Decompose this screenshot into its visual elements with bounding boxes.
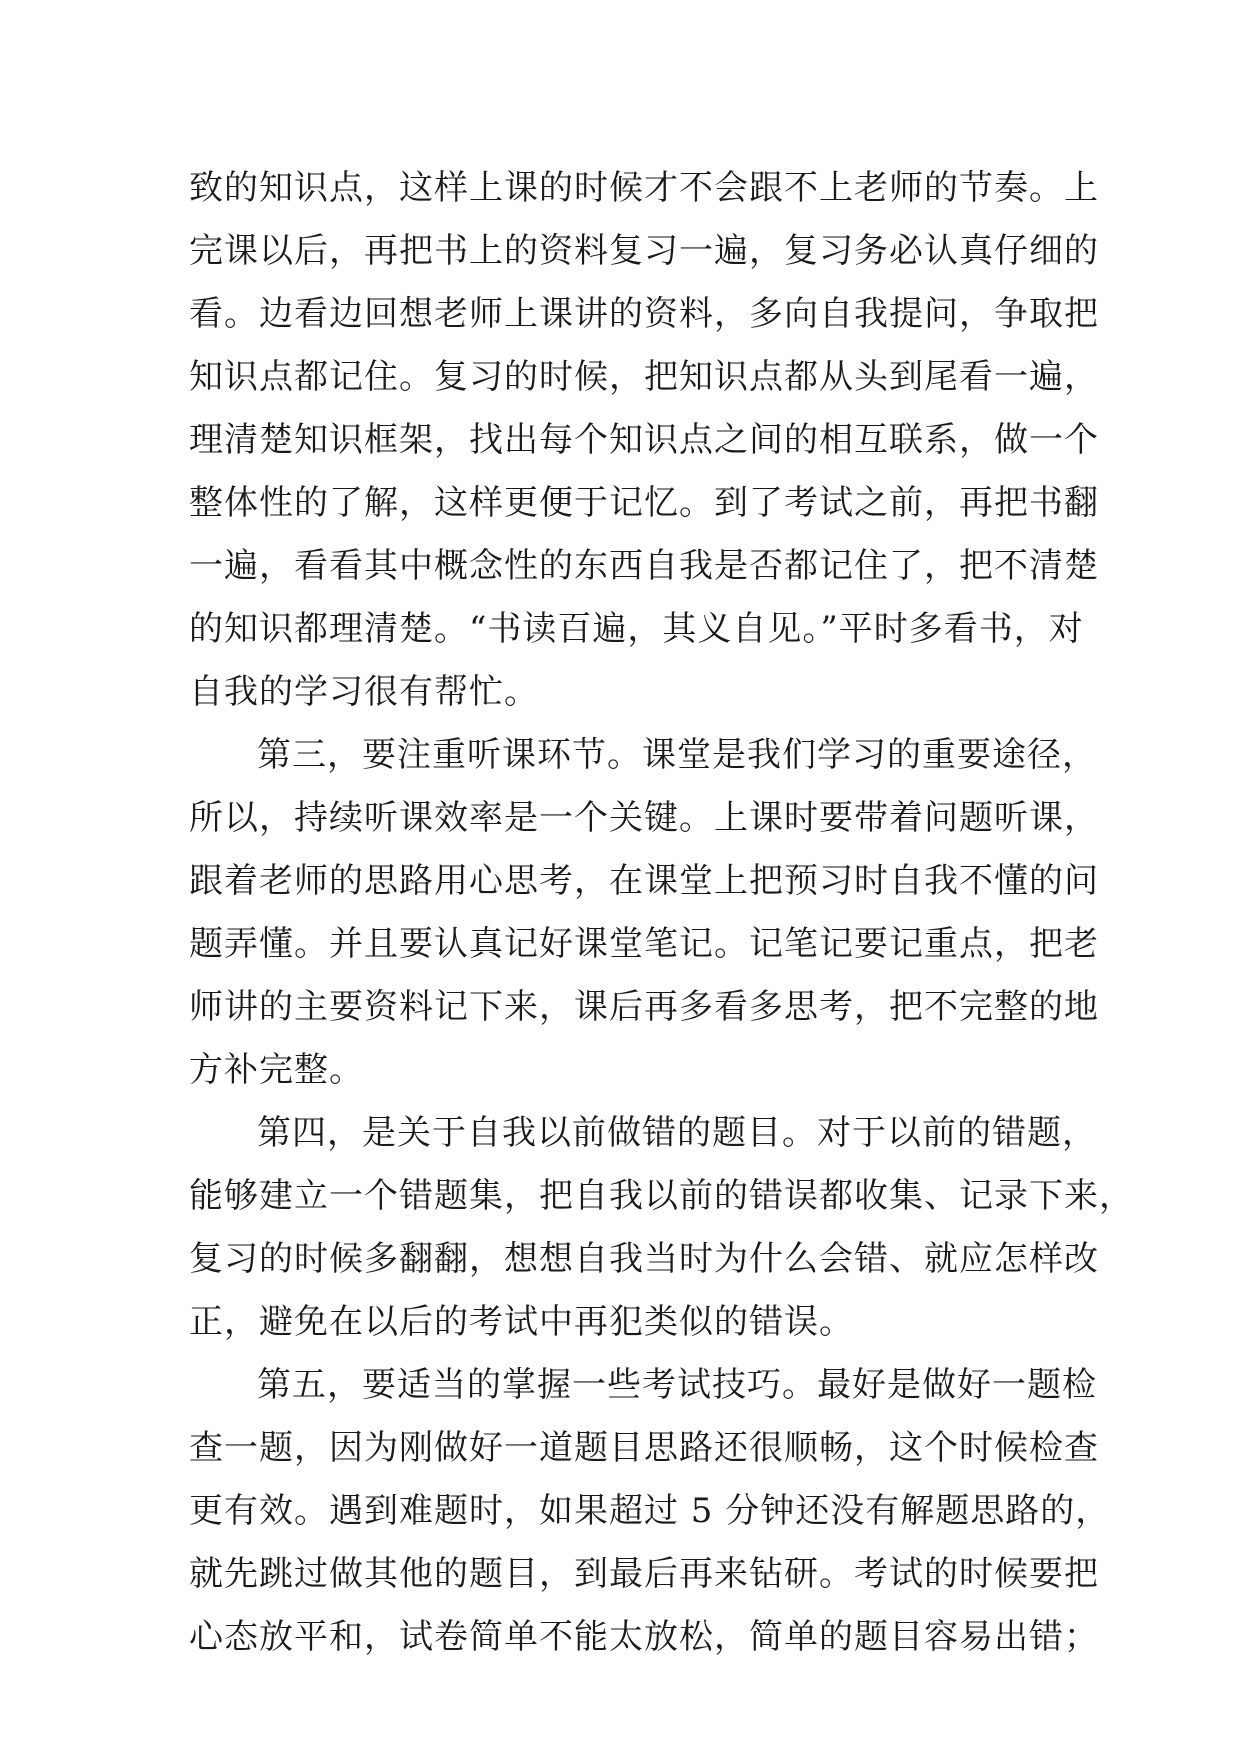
- text-line: 复习的时候多翻翻，想想自我当时为什么会错、就应怎样改: [189, 1239, 1099, 1279]
- text-line: 就先跳过做其他的题目，到最后再来钻研。考试的时候要把: [189, 1554, 1099, 1594]
- text-line: 的知识都理清楚。“书读百遍，其义自见。”平时多看书，对: [189, 609, 1084, 649]
- text-line: 正，避免在以后的考试中再犯类似的错误。: [189, 1302, 854, 1342]
- paragraph-first-line: 第四，是关于自我以前做错的题目。对于以前的错题，: [257, 1113, 1097, 1153]
- paragraph-first-line: 第三，要注重听课环节。课堂是我们学习的重要途径，: [257, 735, 1097, 775]
- text-line: 知识点都记住。复习的时候，把知识点都从头到尾看一遍，: [189, 357, 1099, 397]
- text-line: 一遍，看看其中概念性的东西自我是否都记住了，把不清楚: [189, 546, 1099, 586]
- text-line: 自我的学习很有帮忙。: [189, 672, 539, 712]
- text-line: 跟着老师的思路用心思考，在课堂上把预习时自我不懂的问: [189, 861, 1099, 901]
- text-line: 题弄懂。并且要认真记好课堂笔记。记笔记要记重点，把老: [189, 924, 1099, 964]
- text-line: 查一题，因为刚做好一道题目思路还很顺畅，这个时候检查: [189, 1428, 1099, 1468]
- text-line: 心态放平和，试卷简单不能太放松，简单的题目容易出错；: [189, 1617, 1099, 1657]
- body-text: [189, 157, 1134, 1669]
- text-line: 所以，持续听课效率是一个关键。上课时要带着问题听课，: [189, 798, 1099, 838]
- text-line: 能够建立一个错题集，把自我以前的错误都收集、记录下来，: [189, 1176, 1134, 1216]
- text-line: 致的知识点，这样上课的时候才不会跟不上老师的节奏。上: [189, 168, 1099, 208]
- text-line: 方补完整。: [189, 1050, 364, 1090]
- text-line: 师讲的主要资料记下来，课后再多看多思考，把不完整的地: [189, 987, 1099, 1027]
- text-line: 完课以后，再把书上的资料复习一遍，复习务必认真仔细的: [189, 231, 1099, 271]
- paragraph-first-line: 第五，要适当的掌握一些考试技巧。最好是做好一题检: [257, 1365, 1097, 1405]
- text-line: 整体性的了解，这样更便于记忆。到了考试之前，再把书翻: [189, 483, 1099, 523]
- text-line: 理清楚知识框架，找出每个知识点之间的相互联系，做一个: [189, 420, 1099, 460]
- text-line: 看。边看边回想老师上课讲的资料，多向自我提问，争取把: [189, 294, 1099, 334]
- text-line: 更有效。遇到难题时，如果超过 5 分钟还没有解题思路的，: [189, 1491, 1111, 1531]
